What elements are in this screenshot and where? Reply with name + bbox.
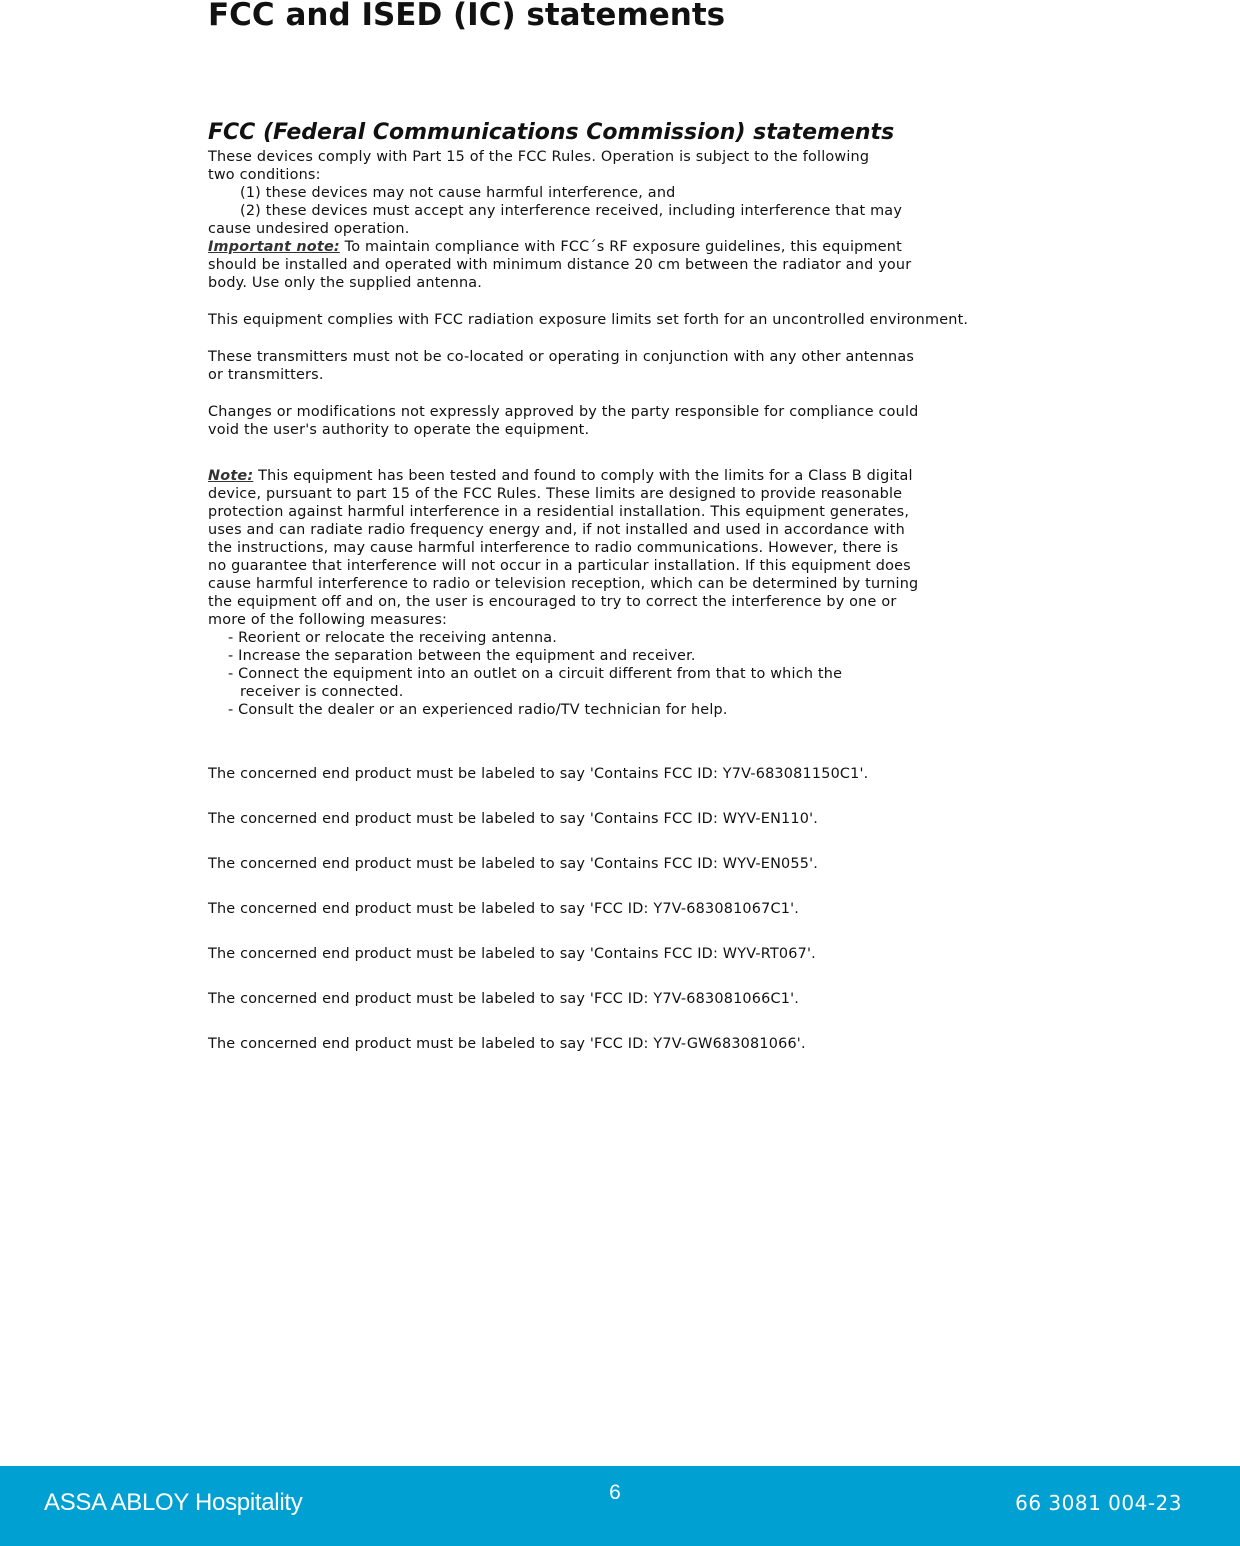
- label-requirement: The concerned end product must be labeled to say 'FCC ID: Y7V-683081067C1'.: [208, 901, 800, 917]
- important-note-line: body. Use only the supplied antenna.: [208, 275, 483, 291]
- fcc-heading: FCC (Federal Communications Commission) statements: [208, 120, 895, 145]
- note-line: more of the following measures:: [208, 612, 448, 628]
- brand-logo-text: ASSA ABLOY Hospitality: [44, 1489, 303, 1516]
- label-requirement: The concerned end product must be labeled to say 'Contains FCC ID: WYV-EN055'.: [208, 856, 819, 872]
- exposure-statement: This equipment complies with FCC radiation exposure limits set forth for an uncontrolled environment.: [208, 312, 969, 328]
- measure-item: - Consult the dealer or an experienced radio/TV technician for help.: [228, 702, 728, 718]
- colocation-statement: These transmitters must not be co-located or operating in conjunction with any other antennas: [208, 349, 915, 365]
- page-title: FCC and ISED (IC) statements: [208, 0, 726, 33]
- fcc-section: [208, 118, 1108, 1080]
- colocation-statement: or transmitters.: [208, 367, 324, 383]
- label-requirement: The concerned end product must be labeled to say 'FCC ID: Y7V-683081066C1'.: [208, 991, 800, 1007]
- intro-line: two conditions:: [208, 167, 321, 183]
- measure-item: - Reorient or relocate the receiving antenna.: [228, 630, 558, 646]
- note-line: protection against harmful interference in a residential installation. This equipment generates,: [208, 504, 910, 520]
- document-number: 66 3081 004-23: [1015, 1491, 1182, 1515]
- condition-2-continued: cause undesired operation.: [208, 221, 410, 237]
- label-requirement: The concerned end product must be labeled to say 'Contains FCC ID: WYV-EN110'.: [208, 811, 819, 827]
- note-line: [208, 467, 1108, 485]
- important-note-line: [208, 238, 1108, 256]
- measure-item-continued: receiver is connected.: [240, 684, 404, 700]
- label-requirement: The concerned end product must be labeled to say 'FCC ID: Y7V-GW683081066'.: [208, 1036, 806, 1052]
- note-text: This equipment has been tested and found to comply with the limits for a Class B digital: [253, 468, 913, 484]
- measure-item: - Connect the equipment into an outlet on a circuit different from that to which the: [228, 666, 843, 682]
- note-line: no guarantee that interference will not occur in a particular installation. If this equipment does: [208, 558, 911, 574]
- note-line: the equipment off and on, the user is encouraged to try to correct the interference by one or: [208, 594, 897, 610]
- important-note-label: Important note:: [208, 239, 340, 255]
- page-footer: [0, 1466, 1240, 1546]
- label-requirement: The concerned end product must be labeled to say 'Contains FCC ID: Y7V-683081150C1'.: [208, 766, 869, 782]
- condition-2: (2) these devices must accept any interference received, including interference that may: [240, 203, 903, 219]
- note-line: uses and can radiate radio frequency energy and, if not installed and used in accordance with: [208, 522, 905, 538]
- intro-line: These devices comply with Part 15 of the FCC Rules. Operation is subject to the following: [208, 149, 870, 165]
- important-note-line: should be installed and operated with minimum distance 20 cm between the radiator and your: [208, 257, 912, 273]
- note-line: the instructions, may cause harmful interference to radio communications. However, there is: [208, 540, 899, 556]
- important-note-text: To maintain compliance with FCC´s RF exposure guidelines, this equipment: [339, 239, 902, 255]
- label-requirement: The concerned end product must be labeled to say 'Contains FCC ID: WYV-RT067'.: [208, 946, 816, 962]
- page-number: 6: [609, 1481, 621, 1504]
- note-label: Note:: [208, 468, 254, 484]
- note-line: cause harmful interference to radio or television reception, which can be determined by turning: [208, 576, 919, 592]
- measure-item: - Increase the separation between the equipment and receiver.: [228, 648, 696, 664]
- condition-1: (1) these devices may not cause harmful interference, and: [240, 185, 676, 201]
- changes-statement: Changes or modifications not expressly approved by the party responsible for compliance could: [208, 404, 919, 420]
- changes-statement: void the user's authority to operate the equipment.: [208, 422, 590, 438]
- note-line: device, pursuant to part 15 of the FCC Rules. These limits are designed to provide reasonable: [208, 486, 903, 502]
